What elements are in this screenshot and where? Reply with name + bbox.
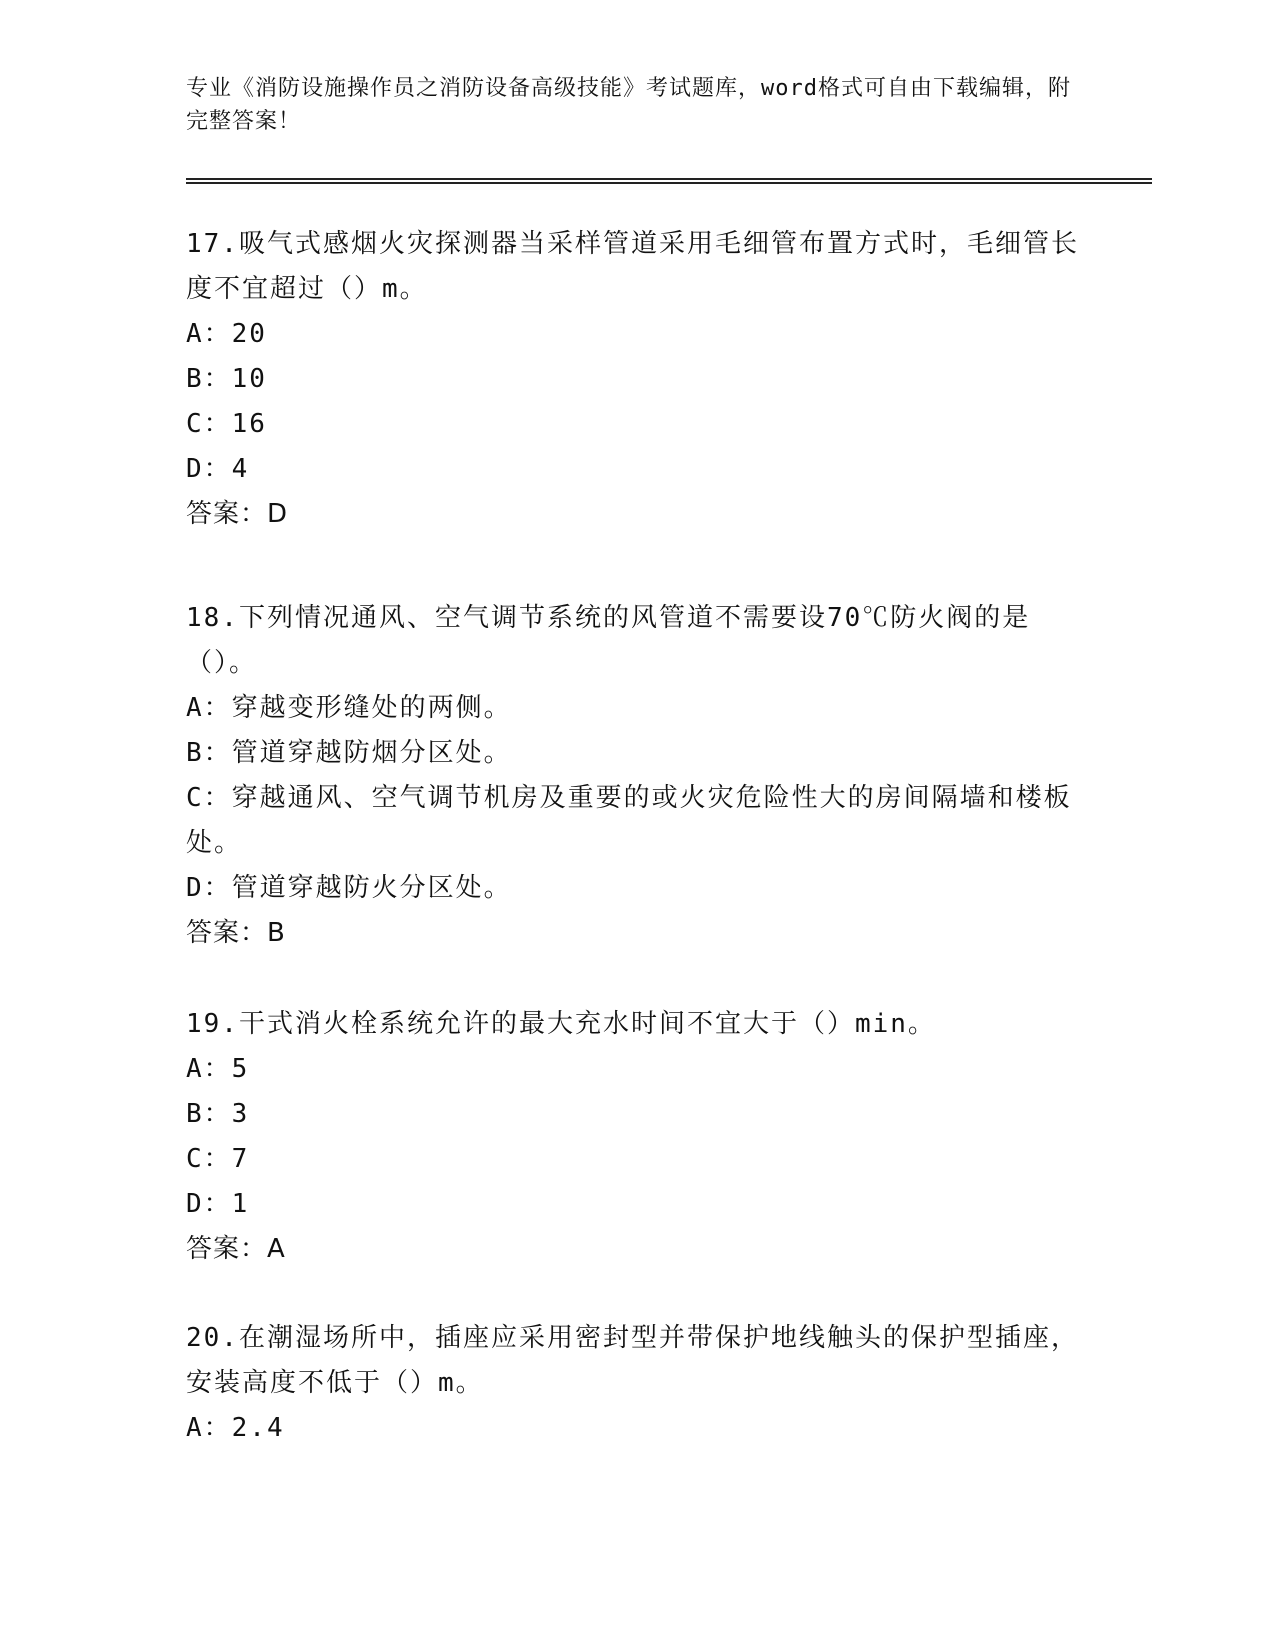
question-stem: 20.在潮湿场所中，插座应采用密封型并带保护地线触头的保护型插座，安装高度不低于（）m。 [186,1323,1079,1398]
question-17 [186,222,1086,537]
question-stem: 17.吸气式感烟火灾探测器当采样管道采用毛细管布置方式时，毛细管长度不宜超过（）m。 [186,229,1079,304]
option-a: A：2.4 [186,1413,285,1443]
question-stem: 18.下列情况通风、空气调节系统的风管道不需要设70℃防火阀的是（）。 [186,603,1031,678]
question-20 [186,1316,1086,1451]
option-c: C：7 [186,1144,250,1174]
option-b: B：10 [186,364,267,394]
option-b: B：管道穿越防烟分区处。 [186,738,512,768]
option-d: D：1 [186,1189,250,1219]
document-header: 专业《消防设施操作员之消防设备高级技能》考试题库，word格式可自由下载编辑，附完整答案！ [186,76,1071,134]
answer: 答案：A [186,1234,286,1264]
option-a: A：穿越变形缝处的两侧。 [186,693,512,723]
header-divider [186,178,1152,184]
option-a: A：20 [186,319,267,349]
option-c: C：穿越通风、空气调节机房及重要的或火灾危险性大的房间隔墙和楼板处。 [186,783,1072,858]
option-a: A：5 [186,1054,250,1084]
question-19 [186,1002,1086,1272]
option-d: D：管道穿越防火分区处。 [186,873,512,903]
answer: 答案：D [186,499,289,529]
option-c: C：16 [186,409,267,439]
answer: 答案：B [186,918,286,948]
question-stem: 19.干式消火栓系统允许的最大充水时间不宜大于（）min。 [186,1009,936,1039]
option-d: D：4 [186,454,250,484]
question-18 [186,596,1086,956]
option-b: B：3 [186,1099,250,1129]
